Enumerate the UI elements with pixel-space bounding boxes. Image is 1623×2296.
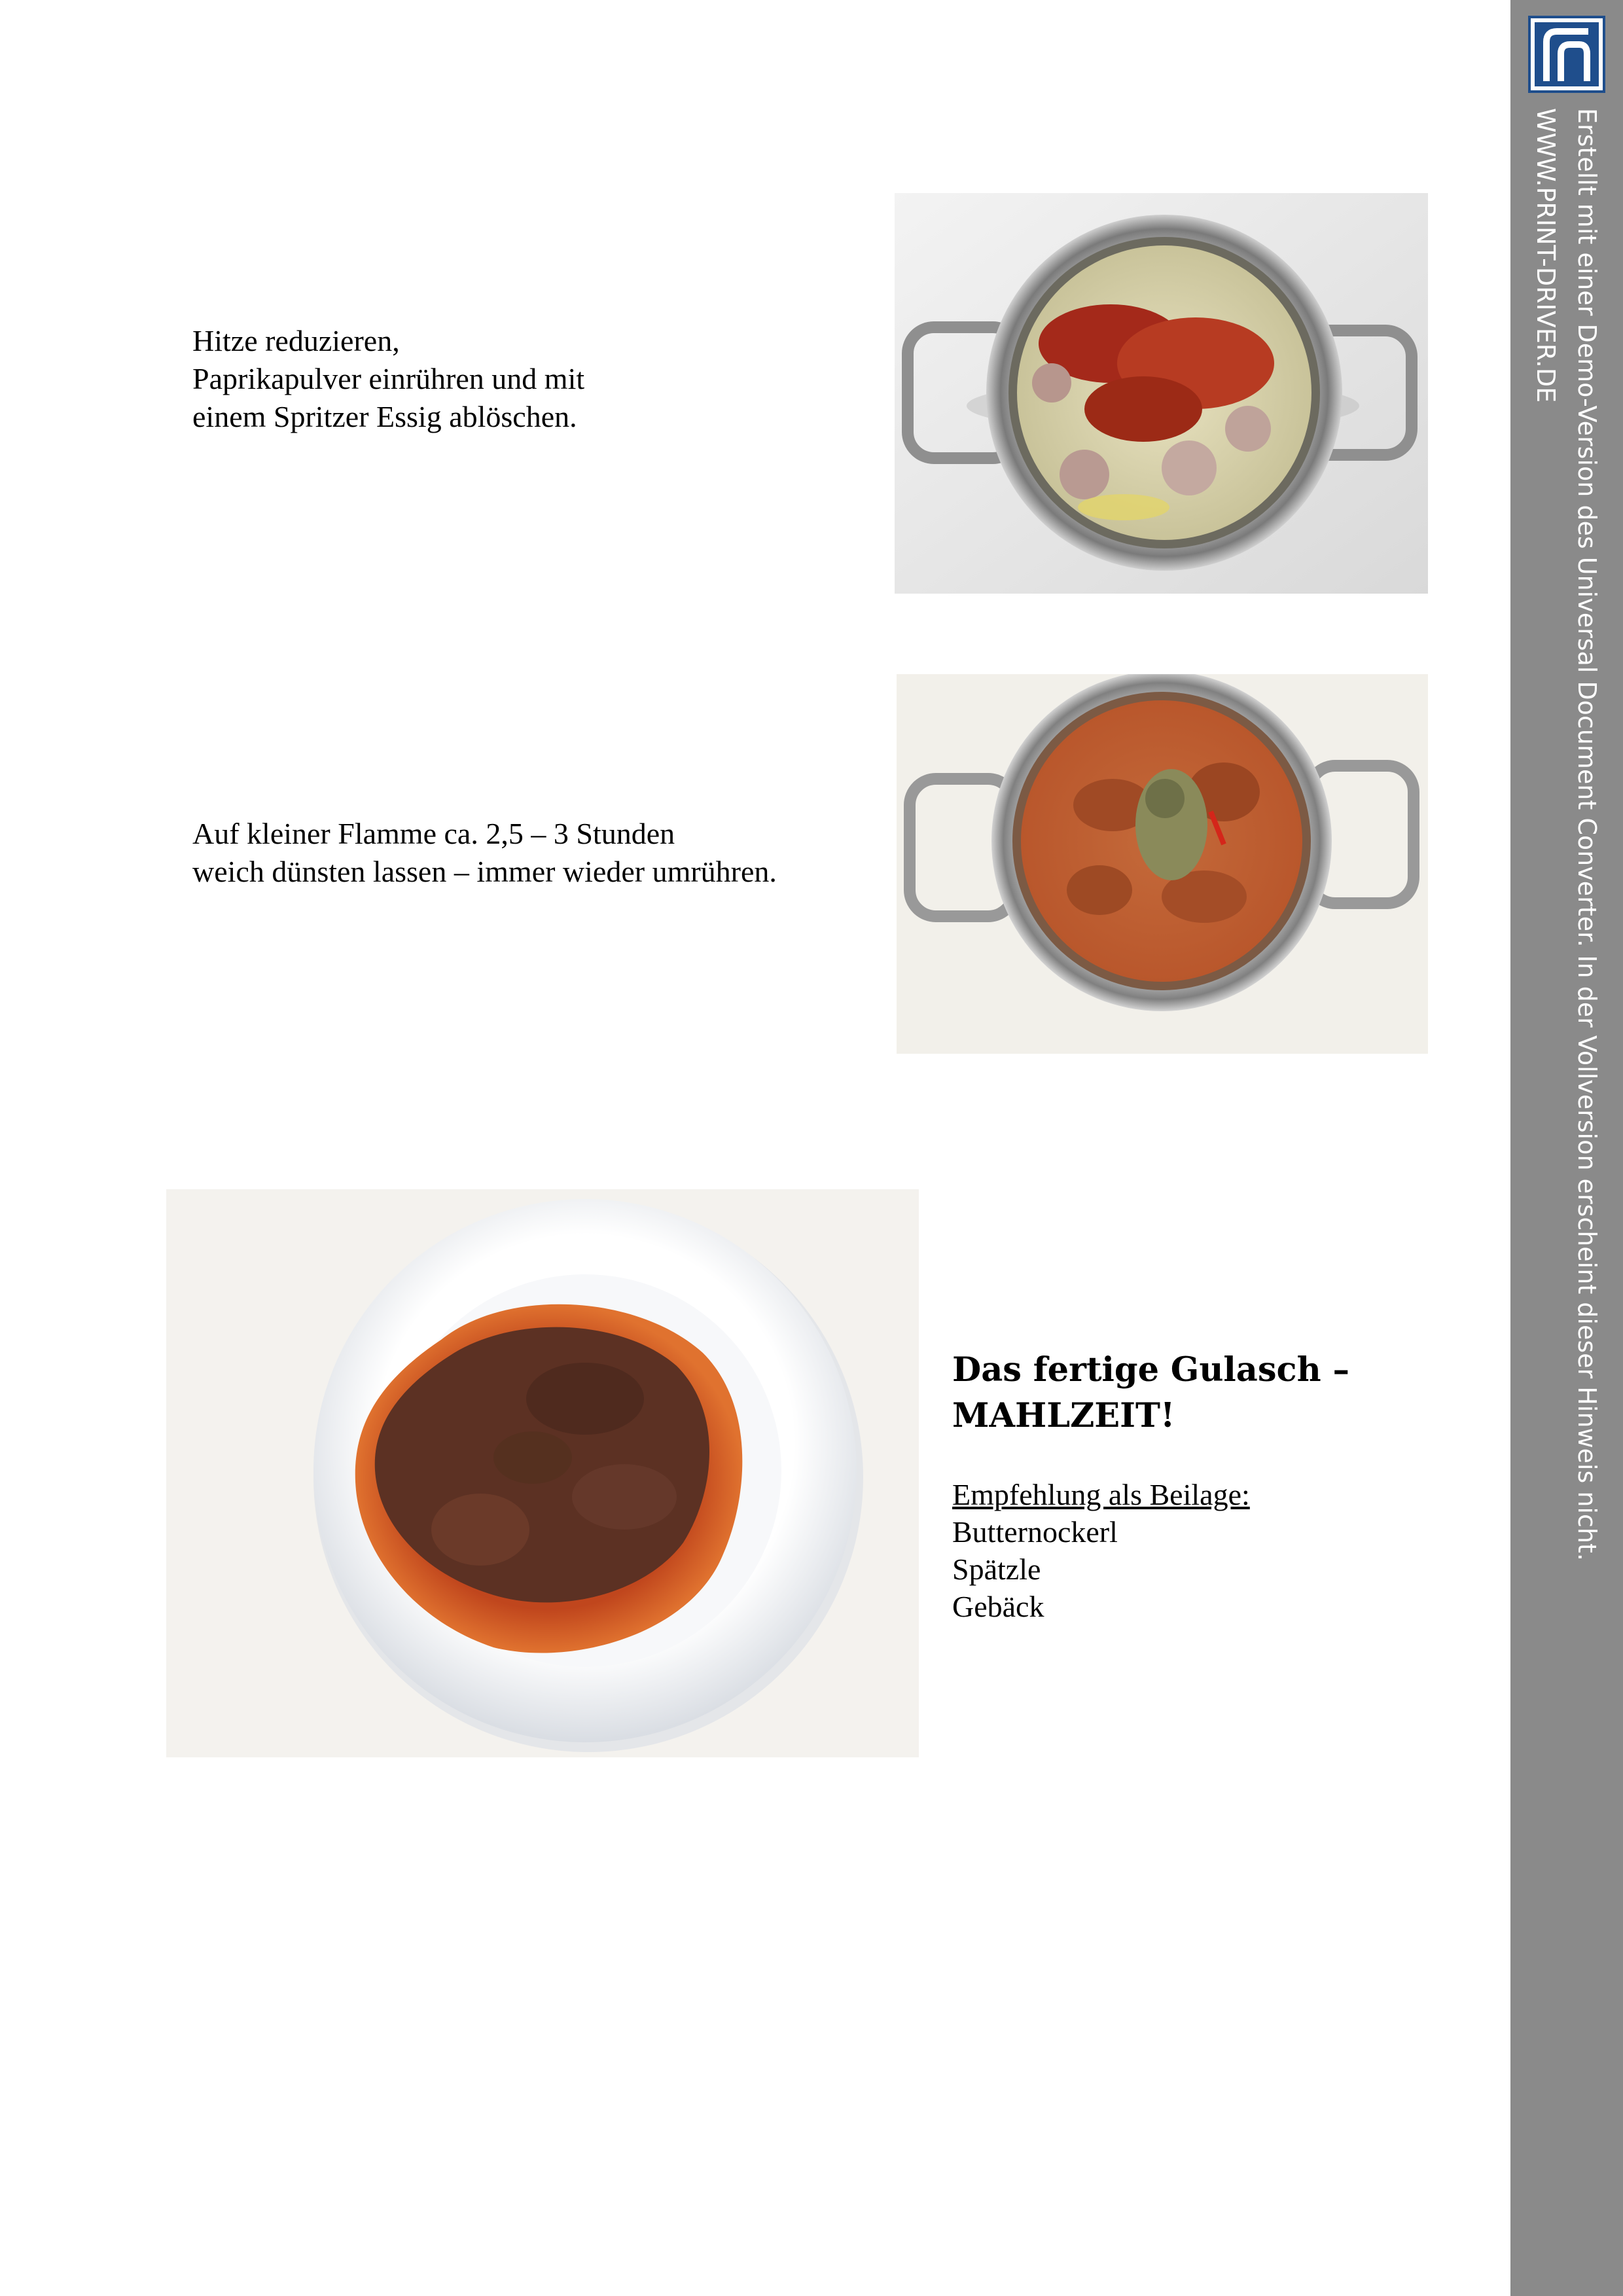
step-1-line-2: Paprikapulver einrühren und mit [192,362,585,395]
side-item-1: Butternockerl [952,1515,1118,1549]
step-1-line-3: einem Spritzer Essig ablöschen. [192,400,577,433]
demo-watermark-sidebar [1510,0,1623,2296]
step-2-line-1: Auf kleiner Flamme ca. 2,5 – 3 Stunden [192,817,675,850]
step-2-line-2: weich dünsten lassen – immer wieder umrühren. [192,855,777,888]
side-item-2: Spätzle [952,1552,1041,1586]
demo-notice-text: Erstellt mit einer Demo-Version des Universal Document Converter. In der Vollversion erscheint dieser Hinweis nicht. [1573,108,1601,1561]
final-title-line-2: MAHLZEIT! [952,1396,1175,1435]
document-converter-logo-icon [1528,16,1605,93]
photo-finished-goulash [166,1189,919,1757]
photo-pot-stew [897,674,1428,1054]
step-1-line-1: Hitze reduzieren, [192,324,400,357]
final-dish-title [952,1347,1349,1439]
step-2-instructions [192,815,777,891]
side-dish-recommendations [952,1476,1250,1625]
step-1-instructions [192,322,584,436]
demo-website-link[interactable]: WWW.PRINT-DRIVER.DE [1531,108,1560,403]
side-item-3: Gebäck [952,1590,1044,1623]
photo-pot-paprika [895,193,1428,594]
final-title-line-1: Das fertige Gulasch – [952,1350,1349,1390]
sides-heading: Empfehlung als Beilage: [952,1478,1250,1511]
